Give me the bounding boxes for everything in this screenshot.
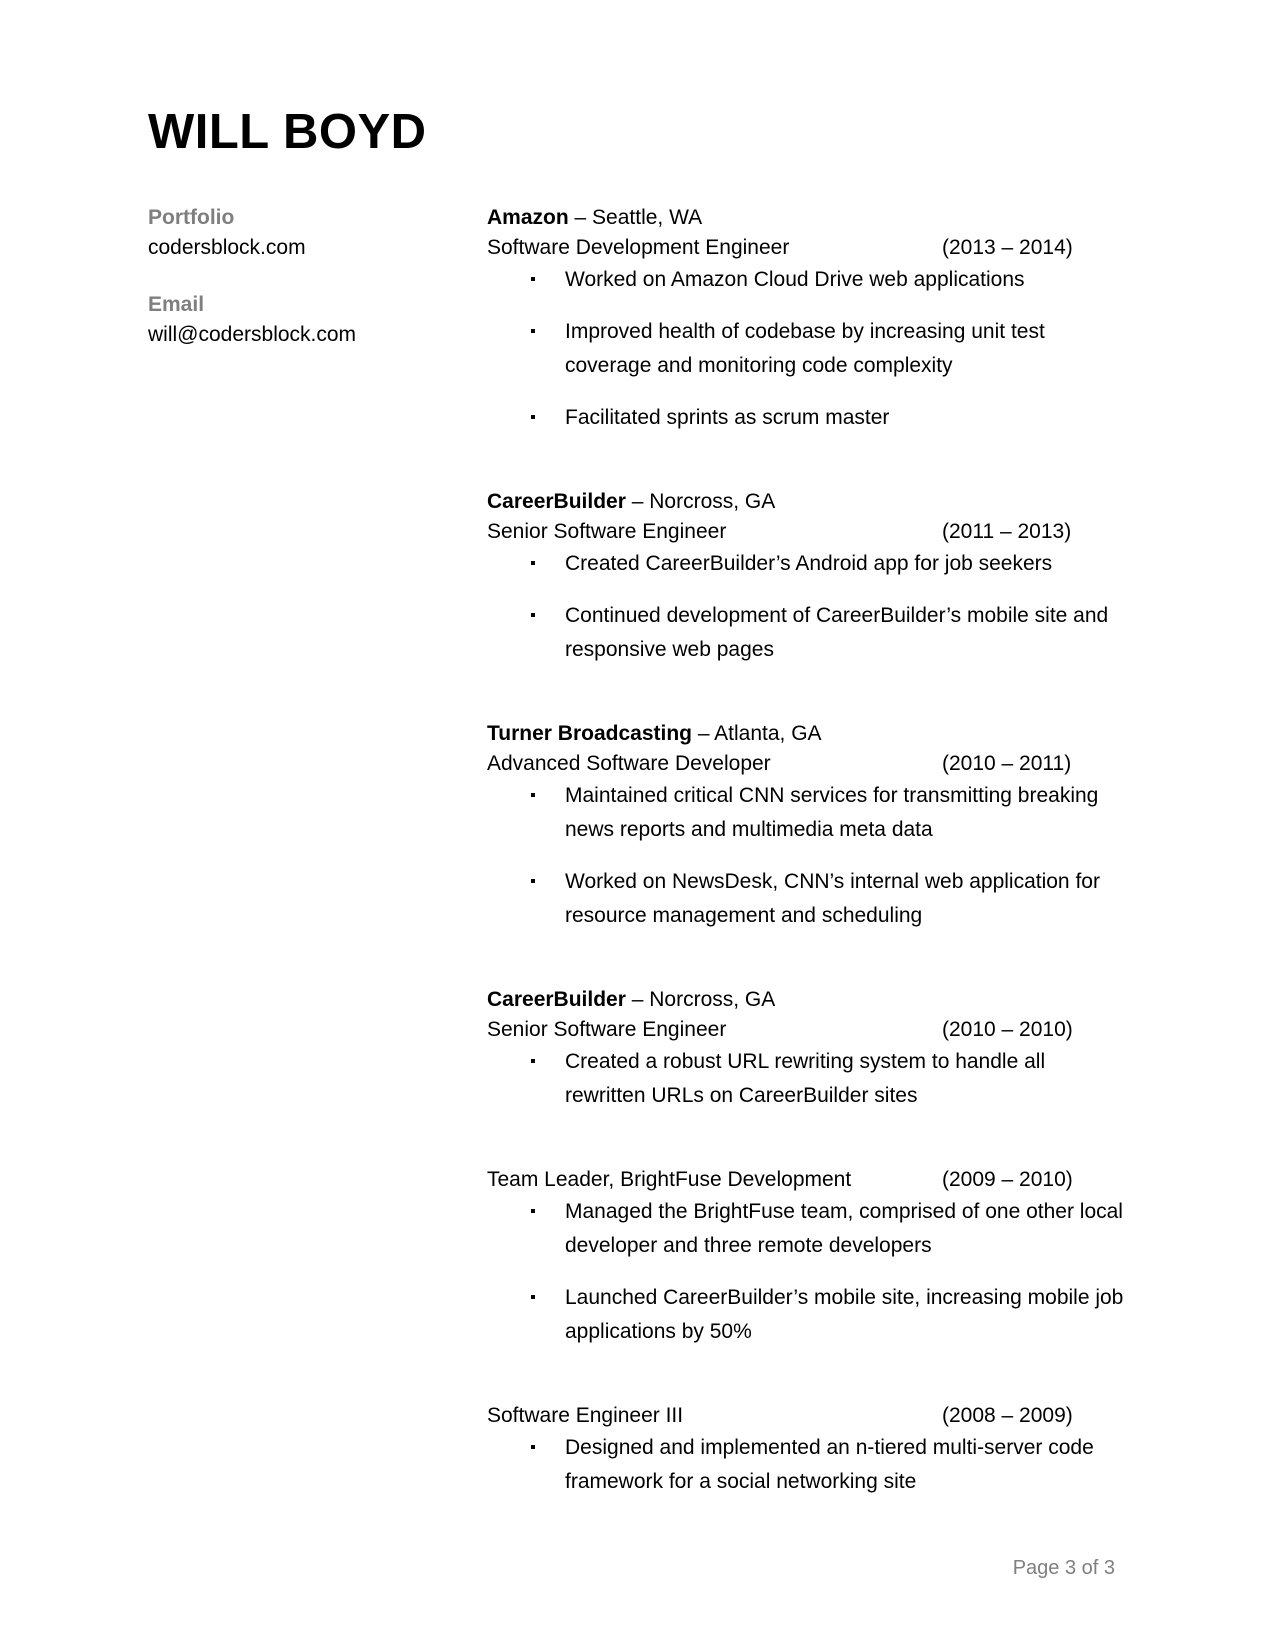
job-years: (2008 – 2009) (942, 1404, 1073, 1427)
email-block (148, 290, 448, 350)
job-title: Advanced Software Developer (487, 752, 771, 775)
bullet-list (487, 547, 1127, 667)
bullet-icon (531, 329, 535, 333)
company-line (487, 719, 1127, 749)
bullet-icon (531, 879, 535, 883)
page-number: Page 3 of 3 (1012, 1557, 1115, 1579)
job-years: (2009 – 2010) (942, 1168, 1073, 1191)
experience-entry-careerbuilder-2011 (487, 487, 1127, 667)
bullet-text: Continued development of CareerBuilder’s mobile site and responsive web pages (565, 604, 1109, 661)
portfolio-block (148, 203, 448, 263)
bullet-text: Created a robust URL rewriting system to handle all rewritten URLs on CareerBuilder sites (565, 1050, 1046, 1107)
bullet-icon (531, 277, 535, 281)
bullet-icon (531, 793, 535, 797)
bullet-item (487, 1431, 1127, 1499)
bullet-item (487, 547, 1127, 581)
email-link[interactable]: will@codersblock.com (148, 323, 357, 346)
job-years: (2010 – 2011) (942, 752, 1072, 775)
bullet-list (487, 1195, 1127, 1349)
bullet-list (487, 779, 1127, 933)
bullet-icon (531, 1295, 535, 1299)
bullet-text: Worked on Amazon Cloud Drive web applications (565, 268, 1025, 291)
bullet-icon (531, 613, 535, 617)
bullet-item (487, 779, 1127, 847)
bullet-text: Created CareerBuilder’s Android app for job seekers (565, 552, 1053, 575)
bullet-icon (531, 1445, 535, 1449)
company-line (487, 203, 1127, 233)
role-line (487, 233, 1127, 263)
bullet-item (487, 1045, 1127, 1113)
bullet-text: Launched CareerBuilder’s mobile site, increasing mobile job applications by 50% (565, 1286, 1124, 1343)
bullet-icon (531, 1059, 535, 1063)
experience-entry-careerbuilder-2010 (487, 985, 1127, 1113)
portfolio-link[interactable]: codersblock.com (148, 236, 306, 259)
company-location: – Norcross, GA (625, 988, 776, 1011)
bullet-text: Maintained critical CNN services for transmitting breaking news reports and multimedia meta data (565, 784, 1099, 841)
resume-name: WILL BOYD (148, 105, 427, 159)
email-label: Email (148, 293, 205, 316)
bullet-list (487, 1045, 1127, 1113)
bullet-item (487, 315, 1127, 383)
bullet-text: Worked on NewsDesk, CNN’s internal web application for resource management and scheduling (565, 870, 1100, 927)
company-line (487, 985, 1127, 1015)
bullet-text: Managed the BrightFuse team, comprised of one other local developer and three remote developers (565, 1200, 1123, 1257)
role-line (487, 517, 1127, 547)
bullet-icon (531, 415, 535, 419)
role-line (487, 1165, 1127, 1195)
experience-entry-turner (487, 719, 1127, 933)
experience-entry-amazon (487, 203, 1127, 435)
bullet-item (487, 263, 1127, 297)
contact-sidebar (148, 203, 448, 377)
bullet-text: Improved health of codebase by increasing unit test coverage and monitoring code complexity (565, 320, 1045, 377)
company-location: – Seattle, WA (568, 206, 703, 229)
company-location: – Norcross, GA (625, 490, 776, 513)
company-name: Turner Broadcasting (487, 722, 692, 745)
bullet-text: Facilitated sprints as scrum master (565, 406, 890, 429)
role-line (487, 1401, 1127, 1431)
portfolio-label: Portfolio (148, 206, 235, 229)
role-line (487, 749, 1127, 779)
job-years: (2013 – 2014) (942, 236, 1073, 259)
bullet-item (487, 1195, 1127, 1263)
company-line (487, 487, 1127, 517)
bullet-icon (531, 561, 535, 565)
company-name: CareerBuilder (487, 490, 626, 513)
role-line (487, 1015, 1127, 1045)
bullet-item (487, 401, 1127, 435)
job-title: Software Development Engineer (487, 236, 790, 259)
company-name: CareerBuilder (487, 988, 626, 1011)
job-title: Senior Software Engineer (487, 520, 727, 543)
experience-section (487, 203, 1127, 1551)
bullet-icon (531, 1209, 535, 1213)
job-title: Software Engineer III (487, 1404, 684, 1427)
job-years: (2010 – 2010) (942, 1018, 1073, 1041)
experience-entry-brightfuse (487, 1165, 1127, 1349)
bullet-list (487, 263, 1127, 435)
bullet-item (487, 1281, 1127, 1349)
bullet-list (487, 1431, 1127, 1499)
experience-entry-software-engineer-iii (487, 1401, 1127, 1499)
job-title: Senior Software Engineer (487, 1018, 727, 1041)
company-name: Amazon (487, 206, 569, 229)
bullet-item (487, 865, 1127, 933)
bullet-item (487, 599, 1127, 667)
job-years: (2011 – 2013) (942, 520, 1072, 543)
job-title: Team Leader, BrightFuse Development (487, 1168, 852, 1191)
bullet-text: Designed and implemented an n-tiered multi-server code framework for a social networking site (565, 1436, 1094, 1493)
company-location: – Atlanta, GA (691, 722, 822, 745)
